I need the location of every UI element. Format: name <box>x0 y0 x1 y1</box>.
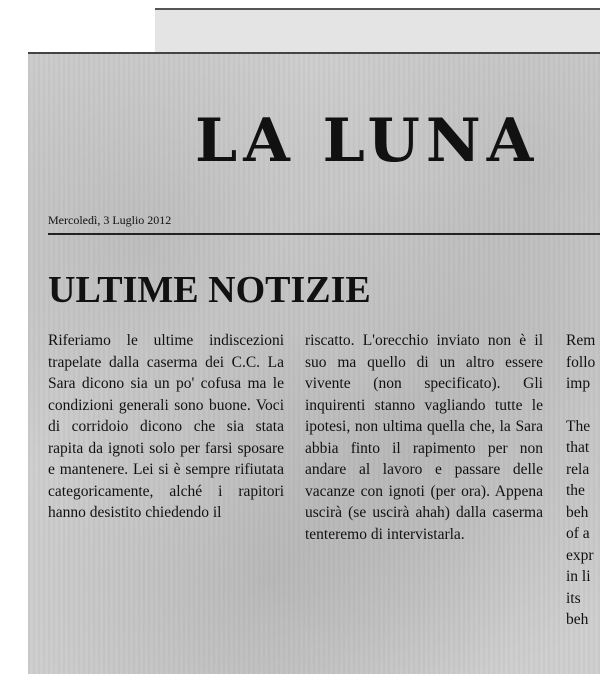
column-3-line: expr <box>566 546 594 564</box>
article-column-2: riscatto. L'orecchio inviato non è il suo ma quello di un altro essere vivente (non specificato). Gli inquirenti stanno vagliando tutte le ipotesi, non ultima quella che, la Sara abbia finto il rapimento per non andare al lavoro e passare delle vacanze con ignoti (per ora). Appena uscirà (se uscirà ahah) dalla caserma tenteremo di intervistarla. <box>305 332 543 543</box>
issue-date: Mercoledì, 3 Luglio 2012 <box>48 213 172 227</box>
column-3-line: of a <box>566 525 590 542</box>
column-3-gap <box>566 395 600 416</box>
column-3-line: The <box>566 417 591 435</box>
column-3-line: in li <box>566 568 591 585</box>
headline: ULTIME NOTIZIE <box>48 269 371 311</box>
column-3-line: that <box>566 439 590 456</box>
header-rule <box>48 233 600 235</box>
column-3-line: the <box>566 482 585 499</box>
article-column-1: Riferiamo le ultime indiscezioni trapelate dalla caserma dei C.C. La Sara dicono sia un po' cofusa ma le condizioni generali sono buone. Voci di corridoio dicono che sia stata rapita da ignoti solo per farsi sposare e mantenere. Lei si è sempre rifiutata categoricamente, alché i rapitori hanno desistito chiedendo il <box>48 332 284 521</box>
column-3-line: follo <box>566 353 596 371</box>
column-3-line: beh <box>566 503 589 521</box>
column-3-line: its <box>566 589 581 607</box>
column-3-line: Rem <box>566 332 596 349</box>
newspaper-masthead: LA LUNA <box>195 106 540 176</box>
article-column-3 <box>566 330 600 631</box>
column-3-line: imp <box>566 375 591 392</box>
column-3-line: rela <box>566 460 590 478</box>
column-3-line: beh <box>566 611 589 628</box>
